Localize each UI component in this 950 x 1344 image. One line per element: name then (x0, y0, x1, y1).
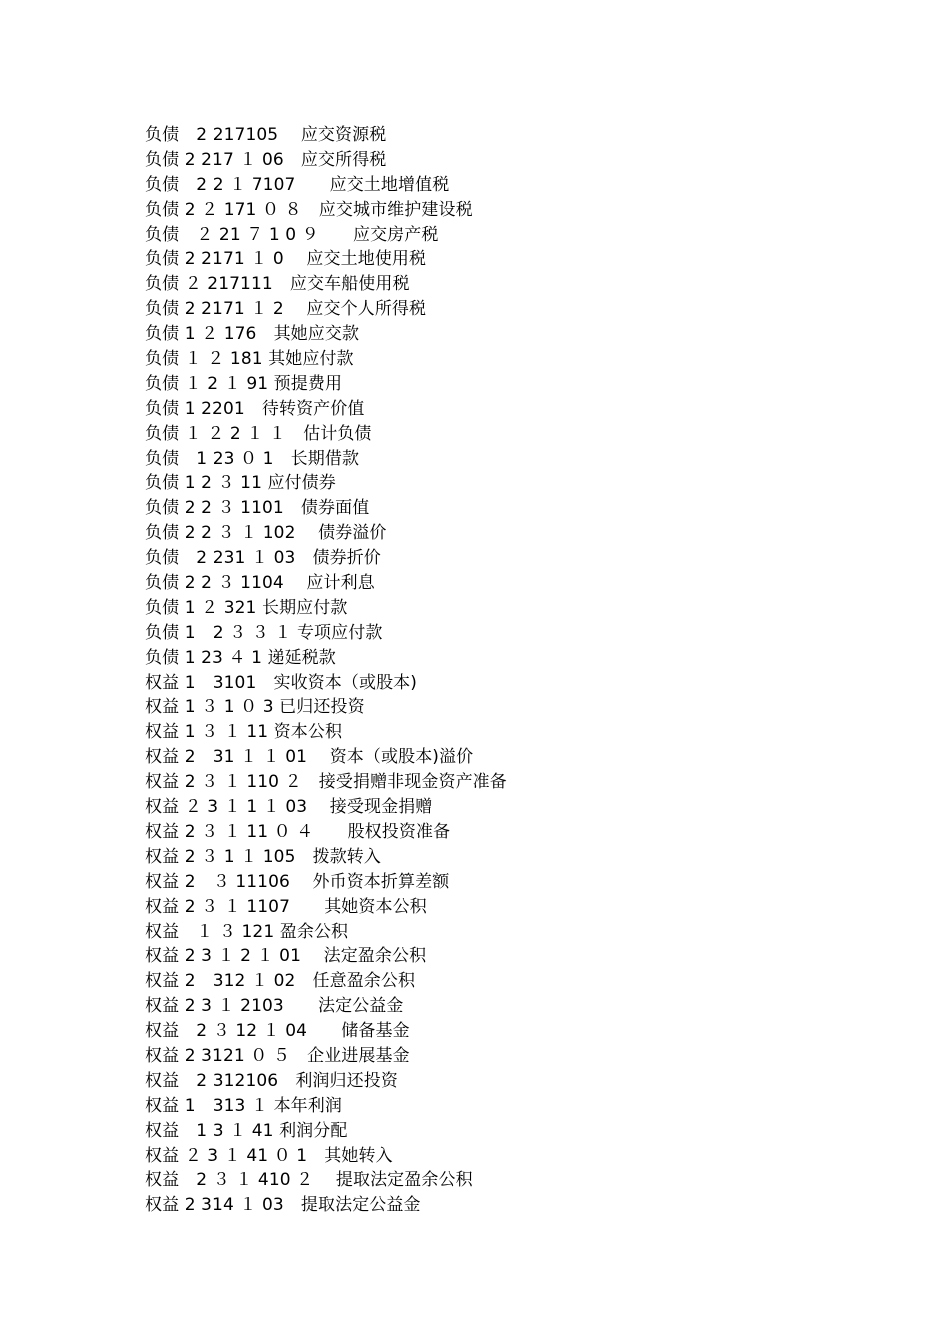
account-line: 权益 2 ３ １ 11 ０ ４ 股权投资准备 (145, 821, 451, 842)
account-line: 负债 １ ２ 181 其她应付款 (145, 349, 354, 370)
account-line: 权益 ２ 3 １ 1 １ 03 接受现金捐赠 (145, 797, 433, 818)
account-line: 权益 2 31 １ １ 01 资本（或股本)溢价 (145, 747, 474, 768)
account-line: 负债 1 2 ３ ３ １ 专项应付款 (145, 622, 383, 643)
account-line: 权益 2 ３ １ 410 ２ 提取法定盈余公积 (145, 1170, 473, 1191)
account-line: 权益 2 312106 利润归还投资 (145, 1070, 398, 1091)
account-line: 权益 1 ３ 1 ０ 3 已归还投资 (145, 697, 365, 718)
account-line: 负债 1 23 ４ 1 递延税款 (145, 647, 336, 668)
account-line: 负债 2 2 ３ １ 102 债券溢价 (145, 523, 387, 544)
account-line: 权益 2 3121 ０ ５ 企业进展基金 (145, 1045, 410, 1066)
account-line: 负债 2 2171 １ 2 应交个人所得税 (145, 299, 427, 320)
account-line: 权益 ２ 3 １ 41 ０ 1 其她转入 (145, 1145, 393, 1166)
account-line: 负债 2 2 １ 7107 应交土地增值税 (145, 174, 450, 195)
account-line: 权益 2 312 １ 02 任意盈余公积 (145, 971, 416, 992)
account-line: 负债 1 23 ０ 1 长期借款 (145, 448, 360, 469)
account-line: 权益 2 ３ 11106 外币资本折算差额 (145, 871, 450, 892)
account-line: 负债 １ 2 １ 91 预提费用 (145, 373, 343, 394)
account-line: 权益 2 3 １ 2 １ 01 法定盈余公积 (145, 946, 427, 967)
account-line: 权益 2 ３ 1 １ 105 拨款转入 (145, 846, 381, 867)
account-line: 负债 1 ２ 321 长期应付款 (145, 597, 348, 618)
account-line: 权益 2 ３ 12 １ 04 储备基金 (145, 1021, 410, 1042)
account-line: 负债 2 2 ３ 1101 债券面值 (145, 498, 370, 519)
account-line: 负债 2 2171 １ 0 应交土地使用税 (145, 249, 427, 270)
account-line: 负债 1 ２ 176 其她应交款 (145, 324, 360, 345)
account-line: 负债 2 217 １ 06 应交所得税 (145, 149, 387, 170)
account-line: 权益 2 314 １ 03 提取法定公益金 (145, 1195, 421, 1216)
account-line: 权益 1 ３ １ 11 资本公积 (145, 722, 343, 743)
account-line: 负债 ２ 217111 应交车船使用税 (145, 274, 410, 295)
account-line: 负债 2 2 ３ 1104 应计利息 (145, 573, 375, 594)
account-line: 负债 １ ２ 2 １ １ 估计负债 (145, 423, 372, 444)
account-line: 权益 2 ３ １ 110 ２ 接受捐赠非现金资产准备 (145, 772, 507, 793)
account-line: 权益 2 3 １ 2103 法定公益金 (145, 996, 404, 1017)
account-line: 权益 2 ３ １ 1107 其她资本公积 (145, 896, 427, 917)
account-line: 负债 2 217105 应交资源税 (145, 125, 387, 145)
account-line: 权益 1 3101 实收资本（或股本) (145, 672, 418, 693)
account-line: 负债 2 ２ 171 ０ ８ 应交城市维护建设税 (145, 199, 473, 220)
account-line: 权益 １ ３ 121 盈余公积 (145, 921, 349, 942)
document-body (145, 123, 905, 1218)
account-line: 权益 1 313 １ 本年利润 (145, 1095, 342, 1116)
account-line: 负债 2 231 １ 03 债券折价 (145, 548, 381, 569)
account-line: 负债 1 2 ３ 11 应付债券 (145, 473, 336, 494)
account-line: 负债 1 2201 待转资产价值 (145, 398, 365, 419)
account-line: 权益 1 3 １ 41 利润分配 (145, 1120, 348, 1141)
account-line: 负债 ２ 21 ７ 1 0 ９ 应交房产税 (145, 224, 439, 245)
